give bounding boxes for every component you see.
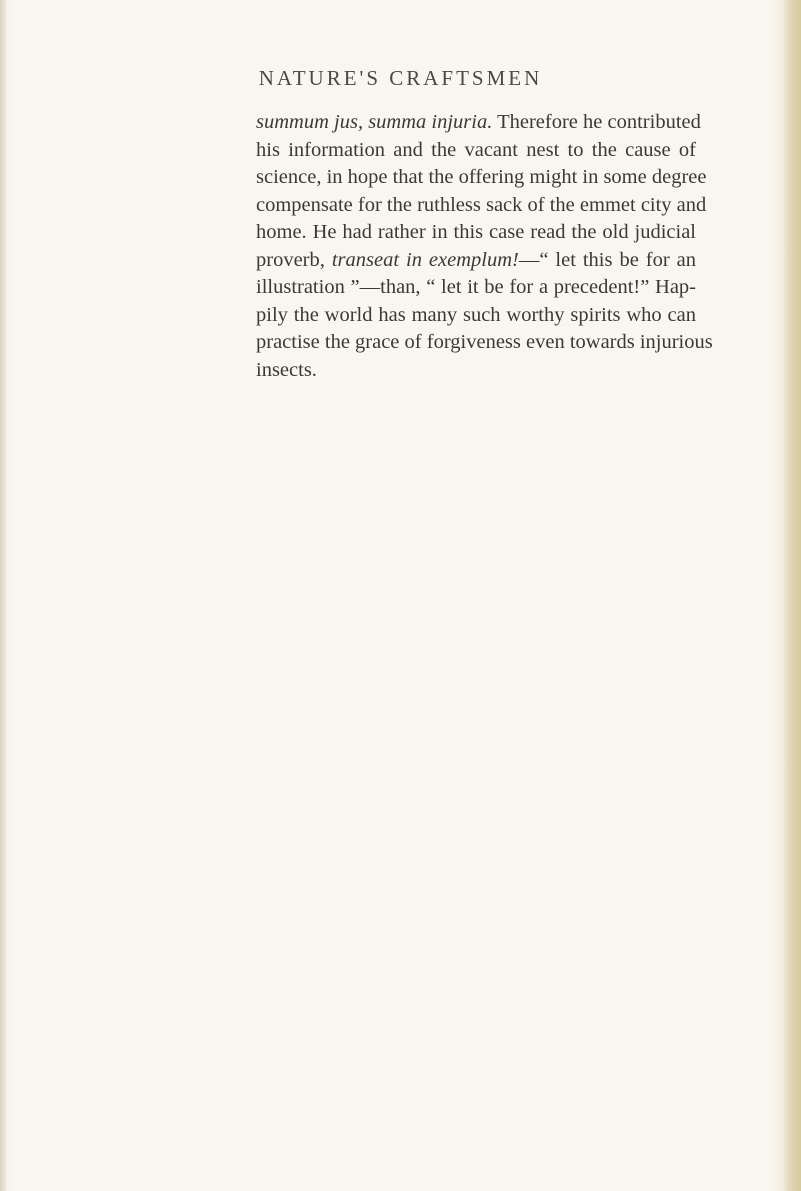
text-line: home. He had rather in this case read the old judicial bbox=[256, 221, 696, 243]
page-outer-edge bbox=[783, 0, 801, 1191]
text-line: compensate for the ruthless sack of the emmet city and bbox=[256, 193, 707, 216]
latin-phrase: transeat in exemplum! bbox=[331, 248, 519, 271]
body-text bbox=[256, 109, 713, 384]
text-line: pily the world has many such worthy spirits who can bbox=[256, 303, 696, 326]
line-text: —“ let this be for an bbox=[518, 248, 696, 271]
line-text-before: proverb, bbox=[256, 248, 332, 271]
text-line bbox=[256, 109, 701, 137]
text-line: science, in hope that the offering might in some degree bbox=[256, 166, 707, 188]
line-text: Therefore he contributed bbox=[492, 111, 701, 133]
page-gutter-edge bbox=[0, 0, 6, 1191]
running-head: NATURE'S CRAFTSMEN bbox=[258, 66, 543, 90]
text-line bbox=[256, 247, 696, 275]
latin-phrase: summum jus, summa injuria. bbox=[256, 111, 493, 133]
text-line: insects. bbox=[256, 358, 317, 381]
text-line: practise the grace of forgiveness even towards injurious bbox=[256, 331, 713, 353]
text-line: his information and the vacant nest to the cause of bbox=[256, 138, 696, 161]
text-line: illustration ”—than, “ let it be for a precedent!” Hap- bbox=[256, 276, 696, 298]
